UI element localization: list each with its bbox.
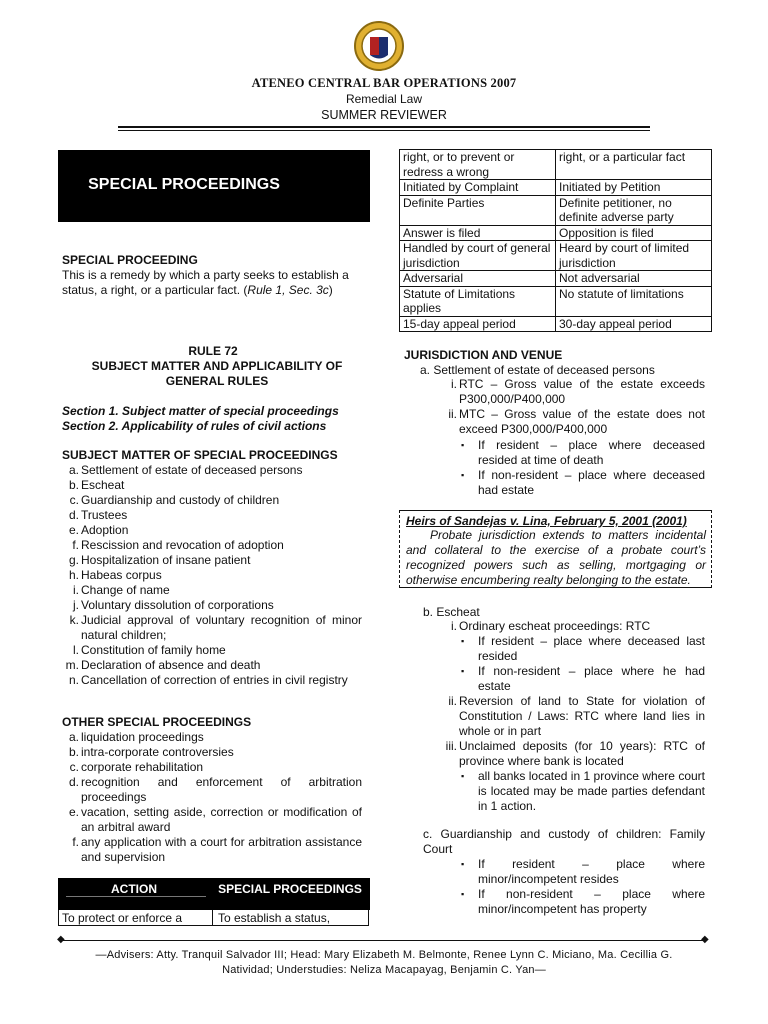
special-proceedings-cell: Heard by court of limited jurisdiction [556,241,712,271]
list-item-text: Voluntary dissolution of corporations [81,598,274,612]
ateneo-seal-icon [354,20,404,72]
list-marker: n. [68,673,79,687]
list-item-text: recognition and enforcement of arbitration proceedings [81,775,362,804]
jv-b-bullet-1: If resident – place where deceased last resided [478,634,705,663]
list-marker: e. [68,805,79,819]
bullet-icon: ▪ [461,470,465,480]
list-item-text: Rescission and revocation of adoption [81,538,284,552]
banner-title: SPECIAL PROCEEDINGS [88,176,280,193]
special-proceedings-cell: Not adversarial [556,271,712,287]
special-proceedings-cell: right, or a particular fact [556,150,712,180]
footer-line-1: —Advisers: Atty. Tranquil Salvador III; Head: Mary Elizabeth M. Belmonte, Renee Lynn C. Miciano, Ma. Cecillia G. [95,949,673,961]
list-marker: b. [68,478,79,492]
footer-rule [62,940,706,941]
comparison-row [400,225,712,241]
comparison-row [400,316,712,332]
header-rule [118,126,650,128]
jv-b-ii-iii [440,694,705,769]
jv-b-iii-bullet-1: all banks located in 1 province where court is located may be made parties defendant in 1 action. [478,769,705,813]
subject-list-item [62,568,362,583]
special-proceedings-cell: No statute of limitations [556,286,712,316]
special-proceedings-cell: Initiated by Petition [556,180,712,196]
jv-b-i [440,619,705,634]
jv-a-ii-text: MTC – Gross value of the estate does not exceed P300,000/P400,000 [459,407,705,436]
list-marker: h. [68,568,79,582]
other-list-item [62,730,362,745]
action-cell: right, or to prevent or redress a wrong [400,150,556,180]
list-marker: b. [68,745,79,759]
action-cell: Answer is filed [400,225,556,241]
comparison-row [400,150,712,180]
special-proceedings-cell: 30-day appeal period [556,316,712,332]
jv-item-a: a. Settlement of estate of deceased persons [420,363,655,377]
list-item-text: corporate rehabilitation [81,760,204,774]
comparison-row [400,286,712,316]
list-marker: d. [68,508,79,522]
bullet-icon: ▪ [461,666,465,676]
list-marker: i. [73,583,79,597]
list-marker: j. [73,598,79,612]
subject-list-item [62,508,362,523]
comparison-row [400,271,712,287]
list-item-text: Declaration of absence and death [81,658,261,672]
header-subtitle-2: SUMMER REVIEWER [321,108,447,122]
sp-definition-text: This is a remedy by which a party seeks to establish a status, a right, or a particular fact. ( [62,268,349,297]
header-title: ATENEO CENTRAL BAR OPERATIONS 2007 [251,76,517,90]
jv-a-bullet-1: If resident – place where deceased resided at time of death [478,438,705,467]
list-item-text: Adoption [81,523,129,537]
jv-b-i-text: Ordinary escheat proceedings: RTC [459,619,651,633]
bullet-icon: ▪ [461,440,465,450]
list-item-text: Guardianship and custody of children [81,493,280,507]
jv-item-c: c. Guardianship and custody of children: Family Court [423,827,705,856]
action-cell: Statute of Limitations applies [400,286,556,316]
list-item-text: Constitution of family home [81,643,226,657]
special-proceedings-cell: Definite petitioner, no definite adverse party [556,195,712,225]
list-item-text: any application with a court for arbitration assistance and supervision [81,835,362,864]
diamond-left-icon: ◆ [57,934,65,945]
other-list-item [62,760,362,775]
list-marker: l. [73,643,79,657]
action-cell: To protect or enforce a [62,911,183,925]
rule-number: RULE 72 [188,344,238,358]
list-marker: c. [69,493,79,507]
other-heading: OTHER SPECIAL PROCEEDINGS [62,715,252,729]
action-cell: Adversarial [400,271,556,287]
other-list [62,730,362,865]
subject-list-item [62,493,362,508]
list-marker: k. [69,613,79,627]
footer-line-2: Natividad; Understudies: Neliza Macapayag, Benjamin C. Yan— [222,964,546,976]
subject-list-item [62,583,362,598]
jv-b-iii-text: Unclaimed deposits (for 10 years): RTC of province where bank is located [459,739,705,768]
jv-item-b: b. Escheat [423,605,480,619]
action-header-rule [66,896,206,897]
list-marker: g. [68,553,79,567]
case-title: Heirs of Sandejas v. Lina, February 5, 2001 (2001) [406,514,687,528]
list-marker: f. [72,835,79,849]
roman-i: i. [451,377,457,391]
jv-b-iii-bullets [459,769,705,814]
list-marker: e. [68,523,79,537]
bullet-icon: ▪ [461,859,465,869]
comparison-table-body [400,150,712,332]
roman-ii: ii. [448,407,457,421]
bullet-icon: ▪ [461,889,465,899]
comparison-row [400,180,712,196]
roman-ii: ii. [448,694,457,708]
list-marker: a. [68,463,79,477]
comparison-table [399,149,712,332]
list-item-text: Escheat [81,478,125,492]
list-marker: f. [72,538,79,552]
subject-list-item [62,478,362,493]
subject-list-item [62,673,362,688]
subject-list-item [62,598,362,613]
other-list-item [62,805,362,835]
bullet-icon: ▪ [461,636,465,646]
sp-definition [62,268,364,298]
jv-c-bullet-2: If non-resident – place where minor/incompetent has property [478,887,705,916]
action-cell: 15-day appeal period [400,316,556,332]
subject-list-item [62,538,362,553]
roman-iii: iii. [445,739,457,753]
special-proceedings-cell: To establish a status, [218,911,331,925]
subject-list-item [62,553,362,568]
jurisdiction-heading: JURISDICTION AND VENUE [404,348,563,362]
subject-list-item [62,643,362,658]
other-list-item [62,775,362,805]
jv-b-ii-text: Reversion of land to State for violation of Constitution / Laws: RTC where land lies in whole or in part [459,694,705,738]
list-item-text: Cancellation of correction of entries in civil registry [81,673,348,687]
list-marker: c. [69,760,79,774]
bullet-icon: ▪ [461,771,465,781]
subject-list [62,463,362,688]
list-item-text: Judicial approval of voluntary recognition of minor natural children; [81,613,362,642]
special-proceedings-column-header: SPECIAL PROCEEDINGS [218,882,362,896]
header-subtitle: Remedial Law [345,92,423,106]
jv-a-i [440,377,705,437]
subject-list-item [62,463,362,478]
footer-credits [40,948,728,978]
section-2: Section 2. Applicability of rules of civil actions [62,419,327,433]
comparison-row [400,195,712,225]
diamond-right-icon: ◆ [701,934,709,945]
jv-b-bullet-2: If non-resident – place where he had estate [478,664,705,693]
jv-a-i-text: RTC – Gross value of the estate exceeds P300,000/P400,000 [459,377,705,406]
other-list-item [62,745,362,760]
jv-c-bullets [459,857,705,917]
subject-list-item [62,613,362,643]
comparison-row [400,241,712,271]
action-cell: Definite Parties [400,195,556,225]
rule-title: SUBJECT MATTER AND APPLICABILITY OF GENERAL RULES [91,359,343,388]
list-item-text: Trustees [81,508,128,522]
sp-citation-close: ) [328,283,333,297]
list-item-text: Change of name [81,583,170,597]
sp-heading: SPECIAL PROCEEDING [62,253,198,267]
header-rule-thin [118,130,650,131]
list-item-text: liquidation proceedings [81,730,204,744]
roman-i: i. [451,619,457,633]
list-item-text: Settlement of estate of deceased persons [81,463,303,477]
subject-list-item [62,658,362,673]
list-marker: a. [68,730,79,744]
special-proceedings-cell: Opposition is filed [556,225,712,241]
list-item-text: intra-corporate controversies [81,745,234,759]
other-list-item [62,835,362,865]
action-column-header: ACTION [111,882,157,896]
action-table-divider [212,910,213,926]
list-marker: d. [68,775,79,789]
case-text: Probate jurisdiction extends to matters incidental and collateral to the exercise of a probate court’s recognized powers such as selling, mortgaging or otherwise encumbering realty belonging to the estate. [406,528,706,587]
sp-citation: Rule 1, Sec. 3c [247,283,329,297]
jv-a-bullet-2: If non-resident – place where deceased had estate [478,468,705,497]
jv-c-bullet-1: If resident – place where minor/incompetent resides [478,857,705,886]
jv-b-i-bullets [459,634,705,694]
list-item-text: vacation, setting aside, correction or modification of an arbitral award [81,805,362,834]
jv-a-bullets [459,438,705,498]
list-item-text: Habeas corpus [81,568,162,582]
subject-list-item [62,523,362,538]
action-cell: Handled by court of general jurisdiction [400,241,556,271]
subject-heading: SUBJECT MATTER OF SPECIAL PROCEEDINGS [62,448,338,462]
list-marker: m. [65,658,79,672]
list-item-text: Hospitalization of insane patient [81,553,251,567]
action-cell: Initiated by Complaint [400,180,556,196]
section-1: Section 1. Subject matter of special proceedings [62,404,339,418]
